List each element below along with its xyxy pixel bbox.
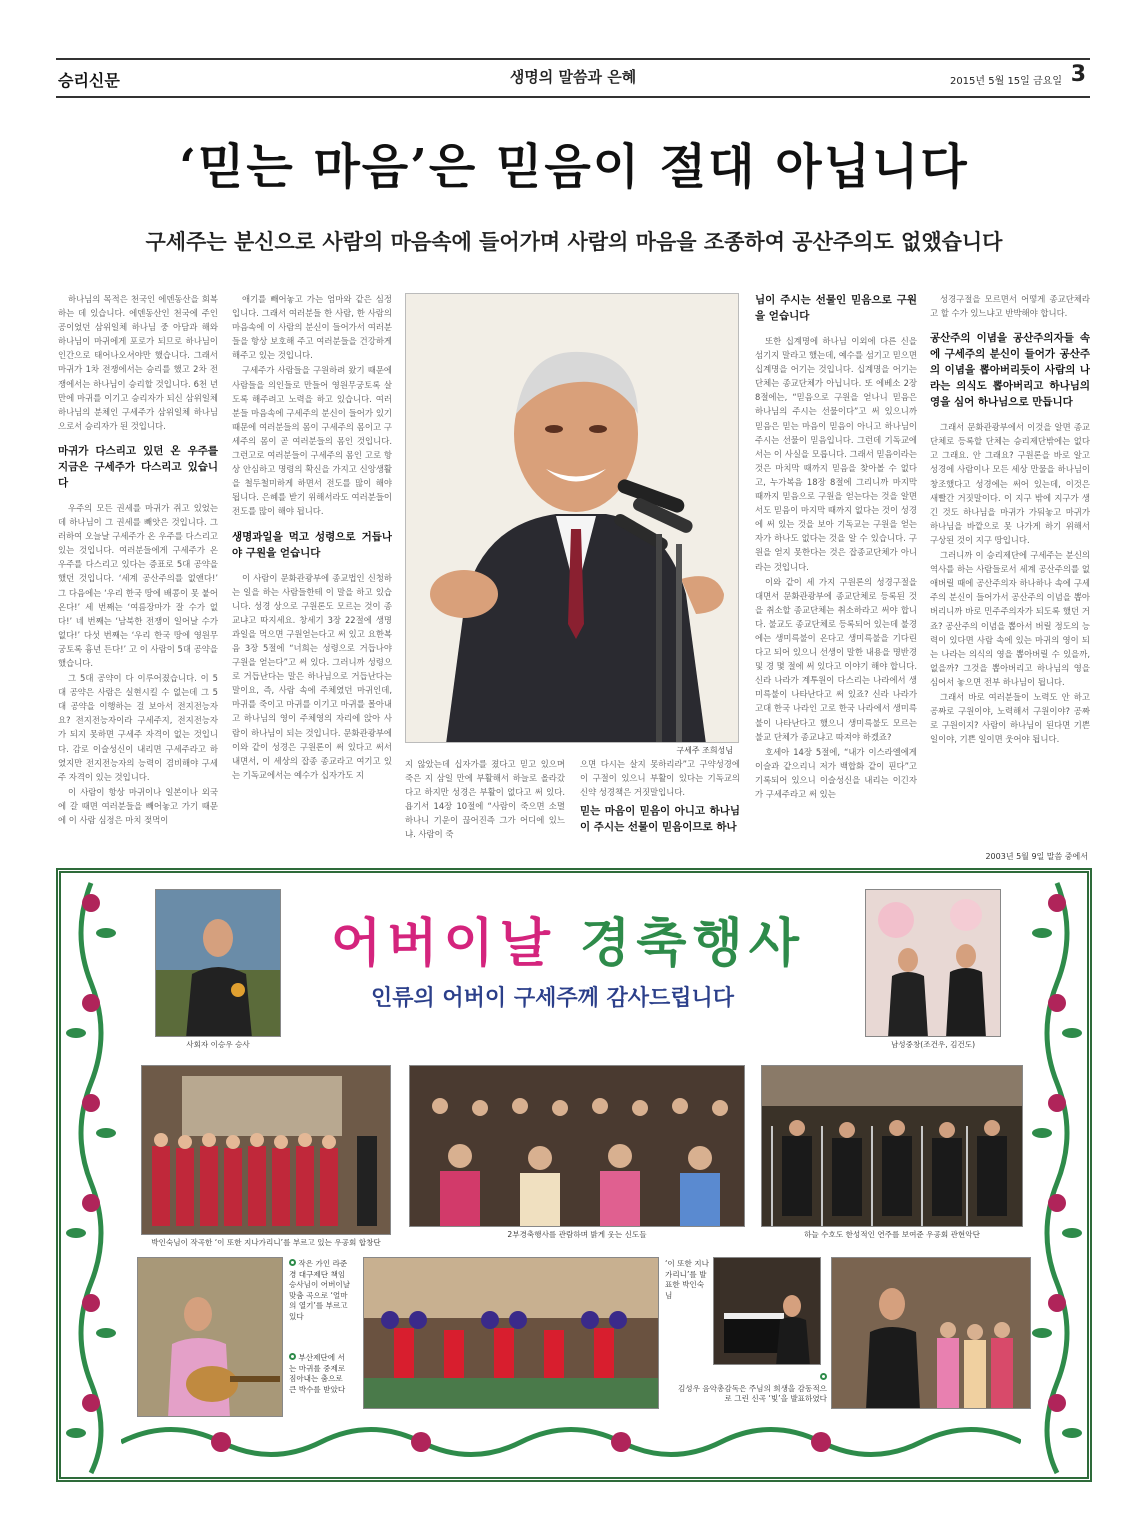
paragraph: 지 않았는데 십자가를 졌다고 믿고 있으며 죽은 지 삼일 만에 부활해서 하늘로 올라갔다고 하지만 성경은 부활이 없다고 써 있다. 욥기서 14장 10절에 “사람이 죽으면 소멸하나니 기운이 끊어진즉 그가 어디에 있느냐. 사람이 죽 — [405, 759, 565, 840]
photo-choir — [141, 1065, 391, 1235]
paper-name: 승리신문 — [58, 71, 120, 90]
paragraph: 또한 십계명에 하나님 이외에 다른 신을 섬기지 말라고 했는데, 예수를 섬기고 믿으면 십계명을 어기는 것입니다. 십계명을 어기는 단체는 종교단체가 아닙니다. 또 에베소 2장 8절에는, “믿음으로 구원을 얻나니 믿음은 하나님의 주시는 선물이다”고 써 있으니까 믿음은 믿는 마음이 믿음이 아니고 하나님이 주시는 선물이 믿음입니다. 그런데 기독교에서는 이 사실을 모릅니다. 그래서 믿음이라는 것은 마치막 때까지 믿음을 찾아볼 수 없다고, 누가복음 18장 8절에 그리니까 마지막 때까지 믿음으로 구원을 얻는다는 것을 알면서도 믿음이 마지막 때까지 없다는 것이 성경에 써 있는 것을 보아 기독교는 구원을 얻는 자가 하나도 없다는 것을 알 수 있습니다. 구원을 얻지 못한다는 것은 잡종교단체가 아니라는 것입니다. — [755, 336, 917, 572]
fathers-day-event-box — [56, 868, 1092, 1482]
photo-band-illustration — [762, 1066, 1023, 1227]
section-title: 생명의 말씀과 은혜 — [509, 68, 637, 86]
paragraph: 우주의 모든 권세를 마귀가 쥐고 있었는데 하나님이 그 권세를 빼앗은 것입니다. 그러하여 오늘날 구세주가 온 우주를 다스리고 있는 것입니다. 여러분들에게 구세주가 온 우주를 다스리고 있다는 증표로 5대 공약을 했던 것입니다. ‘세계 공산주의를 없앤다!’ 그 다음에는 ‘우리 한국 땅에 배콩이 못 붙어 온다!’ 세 번째는 ‘여름장마가 잘 수가 없다!’ 네 번째는 ‘남북한 전쟁이 일어날 수가 없다!’ 다섯 번째는 ‘우리 한국 땅에 영원무궁토록 흉년 든다!’ 고 이 사람이 5대 공약을 했습니다. — [58, 502, 218, 668]
article-column-6 — [930, 292, 1090, 844]
page-header — [56, 58, 1090, 98]
article-column-2 — [232, 292, 392, 854]
paragraph: 그러니까 이 승리제단에 구세주는 분신의 역사를 하는 사람들로서 세계 공산주의를 없애버릴 때에 공산주의자 하나하나 속에 구세주의 분신이 들어가서 공산주의 이념을 뽑아버리니까 바로 민주주의자가 되도록 했던 거죠? 공산주의 이념을 뽑아서 버릴 정도의 능력이 있다면 사람 속에 있는 마귀의 영이 되는 나라는 의식의 영을 뽑아버릴 수 있을까, 없을까? 그것을 뽑아버리고 하나님의 영을 심어서 놓으면 전부 하나님이 됩니다. — [930, 550, 1090, 687]
photo-choir-illustration — [142, 1066, 391, 1235]
caption-solo-singer: 김성우 음악총감독은 주님의 희생을 감동적으로 그린 신곡 ‘빛’을 발표하였다 — [675, 1373, 827, 1405]
article-column-3 — [405, 757, 565, 867]
paragraph: 하나님의 목적은 천국인 에덴동산을 회복하는 데 있습니다. 에덴동산인 천국에 주인공이었던 삼위일체 하나님 중 아담과 해와 하나님이 마귀에게 포로가 되므로 하나님이 인간으로 태어나오셔야만 했습니다. 그래서 마귀가 1차 전쟁에서는 승리를 했고 2차 전쟁에서는 하나님이 승리할 것입니다. 6천 년 만에 마귀를 이기고 승리자가 되신 삼위일체 하나님의 분체인 구세주가 삼위일체 하나님으로서 승리자가 된 것입니다. — [58, 294, 218, 431]
photo-mc — [155, 889, 281, 1037]
photo-solo-singer-illustration — [832, 1258, 1031, 1409]
sub-heading: 공산주의 이념을 공산주의자들 속에 구세주의 분신이 들어가 공산주의 이념을 뽑아버리듯이 사람의 나라는 의식도 뽑아버리고 하나님의 영을 심어 하나님으로 만듭니다 — [930, 332, 1090, 409]
photo-illustration — [406, 294, 739, 743]
event-title-part2: 경축행사 — [580, 913, 805, 974]
caption-mc: 사회자 이승우 승사 — [186, 1040, 250, 1049]
bullet-ring-icon — [820, 1373, 827, 1380]
sub-heading: 마귀가 다스리고 있던 온 우주를 지금은 구세주가 다스리고 있습니다 — [58, 444, 218, 489]
bullet-ring-icon — [289, 1259, 296, 1266]
paragraph: 애기를 빼어놓고 가는 엄마와 같은 심정입니다. 그래서 여러분들 한 사람, 한 사람의 마음속에 이 사람의 분신이 들어가서 여러분들을 항상 보호해 주고 여러분들을 건강하게 해주고 있는 것입니다. — [232, 294, 392, 361]
paragraph: 그래서 바로 여러분들이 노력도 안 하고 공짜로 구원이야, 노력해서 구원이야? 공짜로 구원이지? 사람이 하나님이 된다면 기쁜 일이야, 기쁜 일이면 웃어야 됩니다. — [930, 691, 1090, 745]
caption-choir: 박인숙님이 작곡한 ‘이 또한 지나가리니’를 부르고 있는 우공회 합창단 — [151, 1238, 381, 1247]
headline: ‘믿는 마음’은 믿음이 절대 아닙니다 — [179, 139, 969, 195]
event-title-part1: 어버이날 — [331, 913, 556, 974]
caption-audience: 2부경축행사를 관람하며 밝게 웃는 신도들 — [507, 1230, 647, 1239]
photo-solo-singer — [831, 1257, 1031, 1409]
article-column-4 — [580, 757, 740, 867]
paragraph: 이 사람이 문화관광부에 종교법인 신청하는 일을 하는 사람들한테 이 말을 하고 있습니다. 성경 상으로 구원론도 모르는 것이 종교냐고 따지세요. 창세기 3장 22절에 생명과일을 먹으면 구원얻는다고 써 있고 요한복음 3장 5절에 “너희는 성령으로 거듭나야 구원을 얻는다”고 써 있다. 그러니까 성령으로 거듭난다는 말은 하나님으로 거듭난다는 말이요, 즉, 사람 속에 주체였던 마귀인데, 마귀를 죽이고 마귀를 이기고 마귀를 몰아내고 하나님의 영이 주체영의 자리에 앉아 사람이 하나님이 되는 것입니다. 문화관광부에 이와 같이 성경은 구원론이 써 있다고 써서 내면서, 이 세상의 잡종 종교라고 여기고 있는 기독교에서는 예수가 십자가도 지 — [232, 572, 392, 780]
photo-duet — [865, 889, 1001, 1037]
paragraph: 이 사람이 항상 마귀이나 일본이나 외국에 갈 때면 여러분들을 빼어놓고 가기 때문에 이 사람 심정은 마치 젖먹이 — [58, 786, 218, 825]
main-photo-caption: 구세주 조희성님 — [676, 746, 733, 755]
event-title — [331, 901, 805, 976]
article-column-5 — [755, 292, 917, 854]
caption-piano: ‘이 또한 지나가리니’를 발표한 박인숙 님 — [665, 1259, 709, 1300]
paragraph: 그래서 문화관광부에서 이것을 알면 종교단체로 등록할 단체는 승리제단밖에는 없다고 그래요. 안 그래요? 구원론을 바로 알고 성경에 사람이나 모든 세상 만물을 하나님이 창조했다고 성경에는 써어 있는데, 이것은 새빨간 거짓말이다. 이 지구 밖에 지구가 생긴 것도 하나님을 마귀가 가둬놓고 마귀가 하나님을 바깥으로 못 나가게 하기 위해서 구상된 것이 지구 땅입니다. — [930, 422, 1090, 545]
floral-border-bottom-icon — [121, 1407, 1021, 1477]
caption-guitar: 작은 가인 라준경 대구제단 책임승사님이 어버이날 맞춤 곡으로 ‘얼마의 열기’를 부르고 있다 — [289, 1259, 351, 1321]
main-photo-savior — [405, 293, 739, 743]
sub-heading: 생명과일을 먹고 성령으로 거듭나야 구원을 얻습니다 — [232, 530, 392, 559]
photo-guitar-illustration — [138, 1258, 283, 1417]
source-note: 2003년 5월 9일 말씀 중에서 — [985, 852, 1088, 861]
caption-duet: 남성중창(조건우, 김건도) — [890, 1040, 976, 1049]
caption-dance: 부산제단에 서는 마귀를 중제로 짐아내는 춤으로 큰 박수를 받았다 — [289, 1353, 346, 1394]
photo-dance-illustration — [364, 1258, 659, 1409]
photo-piano-illustration — [714, 1258, 821, 1365]
photo-piano — [713, 1257, 821, 1365]
sub-heading: 님이 주시는 선물인 믿음으로 구원을 얻습니다 — [755, 294, 917, 322]
caption-band: 하늘 수호도 한성적인 연주를 보여준 우공회 관현악단 — [804, 1230, 980, 1239]
paragraph: 이와 같이 세 가지 구원론의 성경구절을 대면서 문화관광부에 종교단체로 등록된 것을 취소할 종교단체는 취소하라고 써야 합니다. 불교도 종교단체로 등록되어 있는데 불경에는 생미륵불이 온다고 생미륵불을 기다린다고 되어 있으니 선생이 말한 내용을 명반경 및 경 몇 절에 써 있다고 이야기 해야 합니다. 신라 나라가 계투원이 다스리는 나라에서 생미륵불이 나타난다고 써 있죠? 신라 나라가 고대 한국 나라인 고로 한국 나라에서 생미륵불이 나타난다고 했으니 생미륵불도 모르는 불교 단체가 종교냐고 따져야 하겠죠? — [755, 576, 917, 742]
paragraph: 호세아 14장 5절에, “내가 이스라엘에게 이슬과 같으리니 저가 백합화 같이 핀다”고 기록되어 있으니 이슬성신을 내리는 이긴자가 구세주라고 써 있는 — [755, 746, 917, 799]
sub-heading: 믿는 마음이 믿음이 아니고 하나님이 주시는 선물이 믿음이므로 하나 — [580, 805, 740, 834]
photo-dance — [363, 1257, 659, 1409]
issue-date: 2015년 5월 15일 금요일 — [949, 76, 1062, 87]
paragraph: 으면 다시는 살지 못하리라”고 구약성경에 이 구절이 있으니 부활이 있다는 기독교의 신약 성경책은 거짓말입니다. — [580, 759, 740, 798]
photo-audience — [409, 1065, 745, 1227]
paragraph: 성경구절을 모르면서 어떻게 종교단체라고 할 수가 있느냐고 반박해야 합니다. — [930, 294, 1090, 319]
photo-duet-illustration — [866, 890, 1001, 1037]
page-number: 3 — [1070, 62, 1086, 87]
subheadline: 구세주는 분신으로 사람의 마음속에 들어가며 사람의 마음을 조종하여 공산주의도 없앴습니다 — [145, 230, 1003, 254]
event-subtitle: 인류의 어버이 구세주께 감사드립니다 — [371, 985, 735, 1011]
bullet-ring-icon — [289, 1353, 296, 1360]
paragraph: 그 5대 공약이 다 이루어졌습니다. 이 5대 공약은 사람은 실현시킬 수 없는데 그 5대 공약을 이행하는 걸 보아서 전지전능자요? 전지전능자이라 구세주지, 전지전능자가 되지 못하면 구세주 자격이 없는 것입니다. 감로 이슬성신이 내리면 구세주라고 하였지만 전지전능자의 능력이 겸비해야 구세주 자격이 있는 것입니다. — [58, 673, 218, 782]
photo-guitar-singer — [137, 1257, 283, 1417]
photo-mc-illustration — [156, 890, 281, 1037]
paragraph: 구세주가 사람들을 구원하려 왔기 때문에 사람들을 의인들로 만들어 영원무궁토록 살도록 해주려고 노력을 하고 있습니다. 여러분들 마음속에 구세주의 분신이 들어가 있기 때문에 여러분들의 몸이 구세주의 몸이고 구세주의 몸이 곧 여러분들의 몸인 것입니다. 그런고로 여러분들이 구세주의 몸인 고로 항상 안심하고 명령의 확신을 가지고 신앙생활을 철두철미하게 하면서 전도를 많이 해야 됩니다. 은혜를 받기 위해서라도 여러분들이 전도를 많이 해야 됩니다. — [232, 365, 392, 517]
floral-border-left-icon — [61, 873, 131, 1477]
article-column-1 — [58, 292, 218, 854]
photo-audience-illustration — [410, 1066, 745, 1227]
photo-band — [761, 1065, 1023, 1227]
